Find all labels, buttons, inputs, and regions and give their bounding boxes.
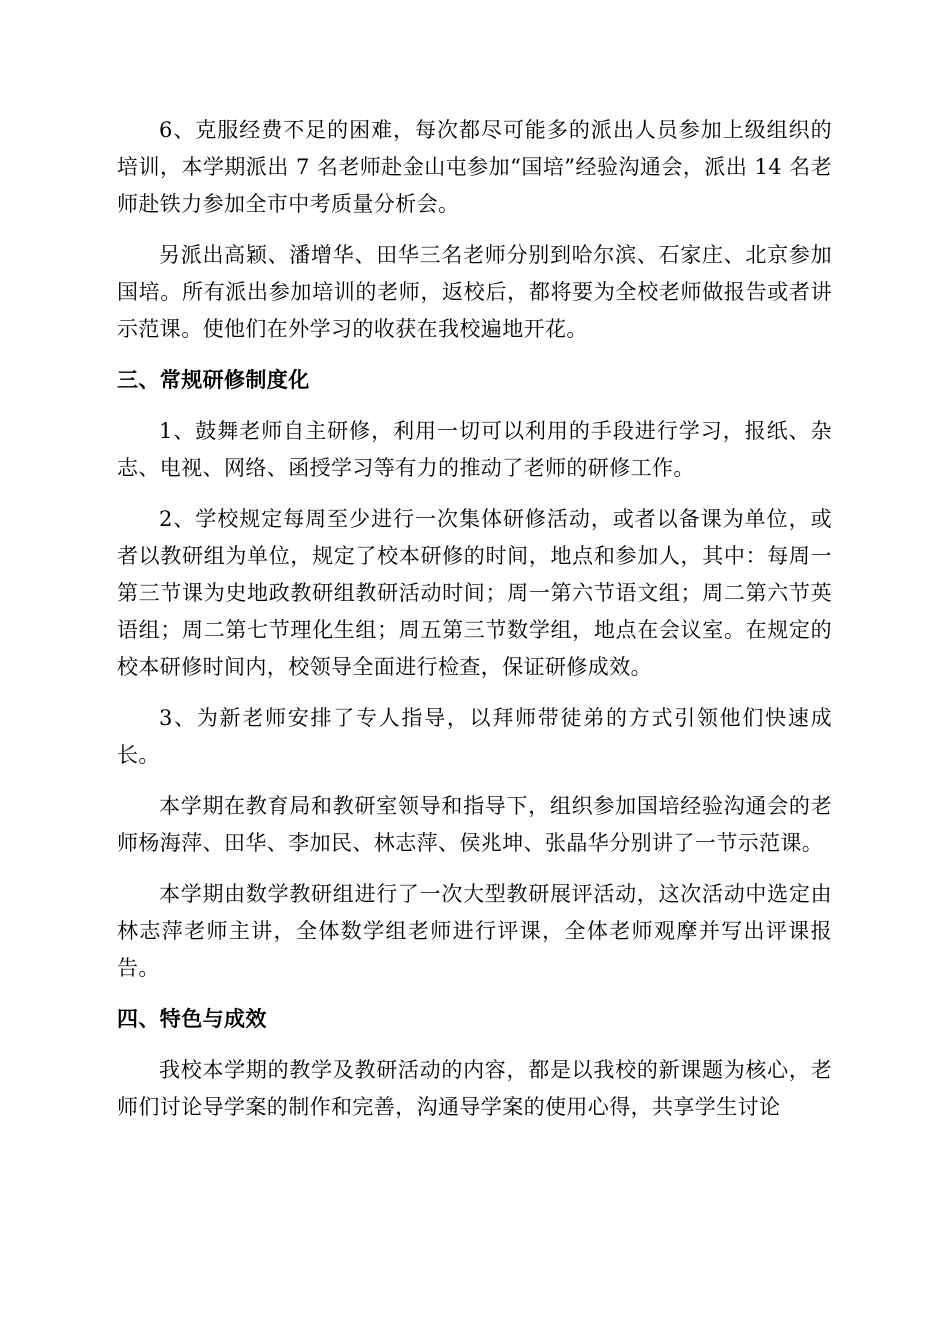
paragraph-math-evaluation: 本学期由数学教研组进行了一次大型教研展评活动，这次活动中选定由林志萍老师主讲，全体数学组老师进行评课，全体老师观摩并写出评课报告。 <box>117 882 832 980</box>
section-heading-routine-study: 三、常规研修制度化 <box>117 368 310 392</box>
paragraph-training-dispatch: 6、克服经费不足的困难，每次都尽可能多的派出人员参加上级组织的培训，本学期派出 7 名老师赴金山屯参加“国培”经验沟通会，派出 14 名老师赴铁力参加全市中考质量分析会。 <box>117 118 832 216</box>
document-page <box>117 112 832 1140</box>
paragraph-weekly-schedule: 2、学校规定每周至少进行一次集体研修活动，或者以备课为单位，或者以教研组为单位，规定了校本研修的时间，地点和参加人，其中：每周一第三节课为史地政教研组教研活动时间；周一第六节语文组；周二第六节英语组；周二第七节理化生组；周五第三节数学组，地点在会议室。在规定的校本研修时间内，校领导全面进行检查，保证研修成效。 <box>117 507 832 679</box>
section-heading-features-results: 四、特色与成效 <box>117 1007 267 1031</box>
paragraph-mentoring: 3、为新老师安排了专人指导，以拜师带徒弟的方式引领他们快速成长。 <box>117 706 832 767</box>
paragraph-demo-lessons: 本学期在教育局和教研室领导和指导下，组织参加国培经验沟通会的老师杨海萍、田华、李加民、林志萍、侯兆坤、张晶华分别讲了一节示范课。 <box>117 794 832 855</box>
paragraph-national-training: 另派出高颖、潘增华、田华三名老师分别到哈尔滨、石家庄、北京参加国培。所有派出参加培训的老师，返校后，都将要为全校老师做报告或者讲示范课。使他们在外学习的收获在我校遍地开花。 <box>117 243 832 341</box>
paragraph-self-study: 1、鼓舞老师自主研修，利用一切可以利用的手段进行学习，报纸、杂志、电视、网络、函授学习等有力的推动了老师的研修工作。 <box>117 419 832 480</box>
paragraph-research-core: 我校本学期的教学及教研活动的内容，都是以我校的新课题为核心，老师们讨论导学案的制作和完善，沟通导学案的使用心得，共享学生讨论 <box>117 1058 832 1119</box>
